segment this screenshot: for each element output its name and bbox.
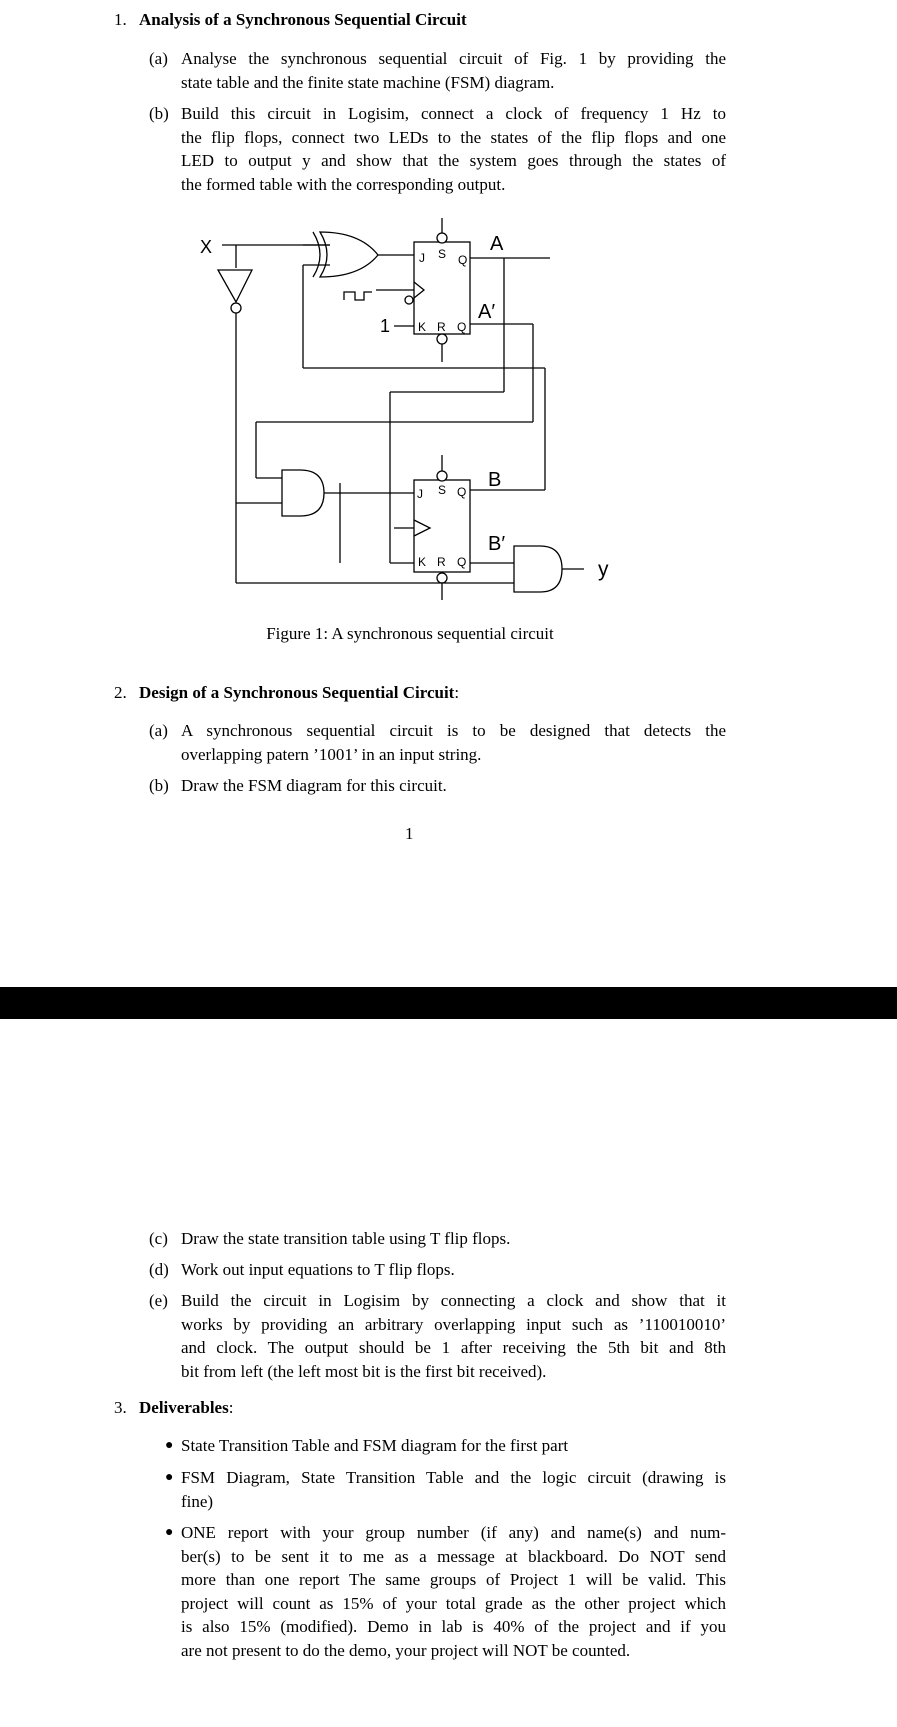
and-gate-1 — [282, 470, 324, 516]
pin-qbar-a: Q — [457, 320, 467, 334]
section-2-heading — [114, 681, 459, 705]
deliverable-line: is also 15% (modified). Demo in lab is 40% of the project and if you — [181, 1617, 726, 1636]
item-1b-label: (b) — [149, 104, 169, 123]
pin-r-b: R — [437, 555, 446, 569]
circuit-diagram — [0, 0, 897, 620]
label-x: X — [200, 237, 213, 257]
and-gate-output — [514, 546, 562, 592]
item-1b-line: the formed table with the corresponding output. — [181, 174, 506, 194]
section-1-title: Analysis of a Synchronous Sequential Circuit — [139, 10, 467, 29]
item-2e-text — [181, 1289, 726, 1383]
figure-caption: Figure 1: A synchronous sequential circuit — [266, 624, 554, 643]
pin-j-b: J — [417, 487, 423, 501]
section-2-number: 2. — [114, 683, 127, 702]
section-1-number: 1. — [114, 10, 127, 29]
deliverable-line: project will count as 15% of your total grade as the other project which — [181, 1593, 726, 1613]
xor-back-curve — [313, 232, 320, 277]
page-number: 1 — [405, 824, 414, 843]
item-2d-label: (d) — [149, 1260, 169, 1279]
item-1b-line: Build this circuit in Logisim, connect a clock of frequency 1 Hz to — [181, 104, 726, 123]
deliverable-line: FSM Diagram, State Transition Table and the logic circuit (drawing is — [181, 1468, 726, 1487]
item-2e-line: works by providing an arbitrary overlapping input such as ’110010010’ — [181, 1314, 726, 1334]
clock-symbol — [344, 292, 372, 300]
deliverable-3 — [181, 1521, 726, 1662]
item-1b-line: the flip flops, connect two LEDs to the states of the flip flops and one — [181, 127, 726, 147]
item-2a-label: (a) — [149, 721, 168, 740]
deliverable-line: more than one report The same groups of Project 1 will be valid. This — [181, 1570, 726, 1589]
item-2e-line: and clock. The output should be 1 after receiving the 5th bit and 8th — [181, 1338, 726, 1357]
item-2d-line: Work out input equations to T flip flops. — [181, 1260, 455, 1279]
deliverable-2 — [181, 1466, 726, 1513]
section-3-title-suffix: : — [228, 1398, 234, 1417]
pin-q-a: Q — [458, 253, 468, 267]
item-2d-text — [181, 1258, 726, 1282]
item-2e-label: (e) — [149, 1291, 168, 1310]
item-2b-label: (b) — [149, 776, 169, 795]
item-1a-line: Analyse the synchronous sequential circuit of Fig. 1 by providing the — [181, 49, 726, 68]
section-3-title: Deliverables — [139, 1398, 229, 1417]
item-2c-line: Draw the state transition table using T flip flops. — [181, 1229, 511, 1248]
xor-gate — [320, 232, 378, 277]
label-a-bar: A′ — [478, 301, 496, 323]
pin-qbar-b: Q — [457, 555, 467, 569]
item-2a-line: A synchronous sequential circuit is to be designed that detects the — [181, 721, 726, 740]
pin-j-a: J — [419, 251, 425, 265]
pin-k-b: K — [418, 555, 427, 569]
label-b: B — [488, 469, 502, 491]
item-2a-line: overlapping patern ’1001’ in an input string. — [181, 744, 482, 764]
item-2b-line: Draw the FSM diagram for this circuit. — [181, 776, 447, 795]
pin-k-a: K — [418, 320, 427, 334]
not-gate-x — [218, 270, 252, 302]
label-b-bar: B′ — [488, 533, 506, 555]
pin-s-b: S — [438, 483, 447, 497]
deliverable-line: ONE report with your group number (if any) and name(s) and num- — [181, 1523, 726, 1542]
bullet-marker: ● — [165, 1470, 174, 1485]
deliverable-1 — [181, 1434, 726, 1458]
deliverable-line: are not present to do the demo, your project will NOT be counted. — [181, 1640, 631, 1660]
label-y: y — [598, 558, 609, 581]
bullet-marker: ● — [165, 1525, 174, 1540]
label-a: A — [490, 233, 504, 255]
item-1b-line: LED to output y and show that the system goes through the states of — [181, 151, 726, 170]
page-separator — [0, 987, 897, 1019]
deliverable-line: State Transition Table and FSM diagram for the first part — [181, 1436, 569, 1455]
section-3-number: 3. — [114, 1398, 127, 1417]
item-1a-label: (a) — [149, 49, 168, 68]
item-2c-text — [181, 1227, 726, 1251]
section-2-title: Design of a Synchronous Sequential Circuit — [139, 683, 455, 702]
pin-q-b: Q — [457, 485, 467, 499]
item-2e-line: bit from left (the left most bit is the first bit received). — [181, 1361, 547, 1381]
page-2 — [0, 1019, 897, 1727]
item-1a-line: state table and the finite state machine (FSM) diagram. — [181, 72, 555, 92]
pin-s-a: S — [438, 247, 447, 261]
bullet-marker: ● — [165, 1438, 174, 1453]
section-2-title-suffix: : — [454, 683, 460, 702]
section-3-heading — [114, 1396, 233, 1420]
label-const-one: 1 — [380, 316, 391, 336]
item-2a-text — [181, 719, 726, 766]
item-2b-text — [181, 774, 726, 798]
item-2e-line: Build the circuit in Logisim by connecting a clock and show that it — [181, 1291, 726, 1310]
item-2c-label: (c) — [149, 1229, 168, 1248]
not-gate-bubble — [231, 303, 241, 313]
deliverable-line: ber(s) to be sent it to me as a message at blackboard. Do NOT send — [181, 1546, 726, 1566]
pin-r-a: R — [437, 320, 446, 334]
deliverable-line: fine) — [181, 1491, 214, 1511]
